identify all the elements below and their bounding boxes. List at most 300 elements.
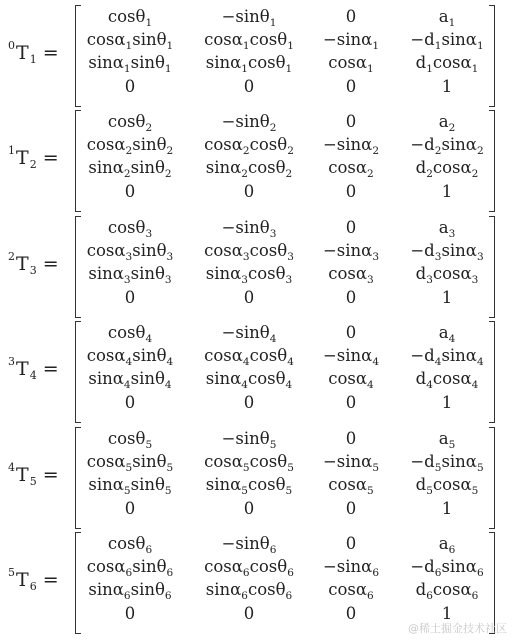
equals-sign: = (42, 464, 59, 486)
cell-subscript: 5 (145, 439, 153, 451)
cell-subscript: 6 (372, 567, 380, 579)
matrix-cell (125, 391, 136, 415)
cell-text: 1 (441, 499, 453, 518)
watermark: @稀土掘金技术社区 (408, 622, 507, 635)
cell-subscript: 1 (166, 40, 174, 52)
cell-subscript: 5 (476, 462, 484, 474)
cell-subscript: 4 (145, 333, 153, 345)
cell-text: sinα (205, 369, 242, 388)
cell-subscript: 2 (166, 145, 174, 157)
frame-superscript: 5 (8, 565, 15, 579)
frame-superscript: 0 (8, 38, 15, 52)
cell-subscript: 5 (471, 485, 479, 497)
frame-superscript: 2 (8, 249, 15, 263)
cell-subscript: 3 (125, 251, 133, 263)
matrix-cell (346, 75, 357, 99)
matrix-cell (416, 262, 479, 288)
cell-subscript: 6 (448, 544, 456, 556)
cell-subscript: 3 (145, 228, 153, 240)
cell-text: sinθ (130, 580, 165, 599)
cell-text: −d (410, 30, 435, 49)
cell-subscript: 2 (434, 145, 442, 157)
cell-text: 0 (243, 182, 255, 201)
transform-symbol: T (16, 464, 29, 486)
cell-text: cosα (204, 135, 243, 154)
cell-subscript: 5 (367, 485, 374, 497)
matrix-cell (88, 262, 171, 288)
cell-subscript: 2 (367, 168, 374, 180)
transform-symbol: T (16, 253, 29, 275)
matrix-cell (125, 602, 136, 626)
cell-subscript: 1 (241, 63, 248, 75)
matrix-cell (442, 75, 453, 99)
matrix-cell (244, 286, 255, 310)
cell-subscript: 6 (269, 544, 277, 556)
cell-text: sinα (441, 346, 477, 365)
cell-text: sinθ (132, 135, 167, 154)
matrix-row (0, 391, 513, 415)
cell-text: 0 (345, 429, 357, 448)
cell-subscript: 1 (448, 17, 456, 29)
cell-subscript: 1 (145, 17, 153, 29)
matrix-cell (416, 578, 479, 604)
cell-subscript: 2 (145, 122, 153, 134)
cell-subscript: 6 (125, 567, 133, 579)
cell-text: d (415, 53, 427, 72)
transform-symbol: T (16, 147, 29, 169)
cell-text: 0 (124, 499, 136, 518)
cell-subscript: 1 (287, 40, 294, 52)
cell-text: cosα (204, 346, 243, 365)
matrix-cell (346, 427, 357, 451)
matrix-row (0, 427, 513, 451)
matrix-cell (206, 262, 292, 288)
matrix-cell (88, 156, 171, 182)
matrix-equation (0, 529, 513, 634)
matrix-cell (88, 578, 171, 604)
matrix-row (0, 5, 513, 29)
cell-subscript: 2 (123, 168, 131, 180)
cell-text: cosα (432, 158, 472, 177)
matrix-cell (346, 110, 357, 134)
cell-text: 0 (345, 218, 357, 237)
cell-text: sinα (441, 135, 477, 154)
cell-subscript: 5 (164, 485, 172, 497)
cell-text: a (438, 218, 449, 237)
cell-subscript: 2 (269, 122, 277, 134)
cell-text: 0 (243, 499, 255, 518)
cell-text: cosα (204, 30, 243, 49)
matrix-cell (346, 5, 357, 29)
matrix-cell (416, 156, 479, 182)
cell-text: cosα (328, 580, 368, 599)
cell-text: sinα (88, 475, 124, 494)
frame-superscript: 4 (8, 460, 15, 474)
matrix-cell (244, 180, 255, 204)
matrix-cell (328, 578, 373, 604)
frame-subscript: 3 (29, 263, 37, 277)
matrix-row (0, 156, 513, 180)
cell-text: cosθ (249, 135, 288, 154)
matrix-cell (206, 473, 292, 499)
cell-text: sinθ (130, 158, 165, 177)
cell-text: sinθ (130, 53, 165, 72)
cell-subscript: 6 (287, 567, 294, 579)
matrix-cell (125, 75, 136, 99)
cell-subscript: 4 (285, 379, 293, 391)
cell-text: sinθ (132, 30, 167, 49)
cell-text: cosα (328, 475, 368, 494)
cell-subscript: 2 (471, 168, 479, 180)
cell-subscript: 4 (471, 379, 479, 391)
matrix-equation (0, 424, 513, 529)
cell-subscript: 3 (476, 251, 484, 263)
cell-text: cosα (432, 53, 472, 72)
cell-text: −d (410, 241, 435, 260)
cell-text: −sinθ (221, 218, 270, 237)
cell-text: −sinα (322, 557, 373, 576)
cell-subscript: 5 (287, 462, 294, 474)
matrix-cell (416, 51, 479, 77)
cell-text: 0 (124, 288, 136, 307)
cell-subscript: 6 (145, 544, 153, 556)
cell-subscript: 5 (372, 462, 380, 474)
cell-text: cosα (86, 346, 126, 365)
cell-subscript: 3 (372, 251, 380, 263)
matrix-row (0, 532, 513, 556)
cell-subscript: 4 (123, 379, 131, 391)
matrix-cell (328, 156, 373, 182)
matrix-row (0, 75, 513, 99)
cell-subscript: 4 (434, 356, 442, 368)
frame-subscript: 1 (29, 52, 37, 66)
cell-text: −sinα (322, 135, 373, 154)
matrix-cell (416, 473, 479, 499)
cell-subscript: 4 (476, 356, 484, 368)
cell-text: cosα (86, 135, 126, 154)
matrix-row (0, 578, 513, 602)
cell-text: −sinα (322, 452, 373, 471)
cell-text: 0 (345, 604, 357, 623)
matrix-row (0, 321, 513, 345)
cell-subscript: 4 (164, 379, 172, 391)
cell-text: cosθ (249, 346, 288, 365)
cell-text: 0 (345, 288, 357, 307)
cell-text: sinα (88, 264, 124, 283)
matrix-row (0, 555, 513, 579)
cell-subscript: 4 (372, 356, 380, 368)
frame-subscript: 4 (29, 368, 37, 382)
cell-subscript: 2 (476, 145, 484, 157)
cell-text: 0 (345, 393, 357, 412)
cell-subscript: 1 (471, 63, 479, 75)
cell-text: 0 (345, 182, 357, 201)
cell-text: 0 (345, 112, 357, 131)
matrix-row (0, 239, 513, 263)
cell-subscript: 4 (241, 379, 248, 391)
cell-text: cosθ (247, 580, 286, 599)
cell-subscript: 1 (372, 40, 380, 52)
cell-subscript: 1 (164, 63, 172, 75)
cell-text: cosα (328, 158, 368, 177)
cell-subscript: 3 (287, 251, 294, 263)
matrix-row (0, 450, 513, 474)
cell-text: −sinθ (221, 7, 270, 26)
cell-subscript: 5 (269, 439, 277, 451)
matrix-cell (244, 75, 255, 99)
cell-text: 1 (441, 604, 453, 623)
cell-text: −d (410, 452, 435, 471)
matrix-cell (88, 367, 171, 393)
matrix-cell (125, 497, 136, 521)
matrix-cell (206, 51, 292, 77)
cell-text: sinα (88, 369, 124, 388)
cell-text: sinθ (132, 241, 167, 260)
frame-superscript: 1 (8, 143, 15, 157)
cell-subscript: 6 (367, 590, 374, 602)
matrix-row (0, 180, 513, 204)
cell-text: cosθ (247, 475, 286, 494)
cell-text: −sinθ (221, 323, 270, 342)
cell-text: −d (410, 557, 435, 576)
cell-text: a (438, 7, 449, 26)
matrix-cell (206, 156, 292, 182)
cell-subscript: 3 (164, 274, 172, 286)
matrix-row (0, 216, 513, 240)
cell-text: −sinθ (221, 534, 270, 553)
cell-subscript: 2 (242, 145, 250, 157)
cell-subscript: 1 (242, 40, 250, 52)
cell-text: sinα (205, 264, 242, 283)
matrix-cell (346, 216, 357, 240)
cell-text: sinθ (132, 557, 167, 576)
frame-superscript: 3 (8, 354, 15, 368)
matrix-row (0, 110, 513, 134)
matrix-row (0, 51, 513, 75)
cell-subscript: 3 (367, 274, 374, 286)
cell-text: sinα (88, 53, 124, 72)
cell-subscript: 5 (166, 462, 174, 474)
equals-sign: = (42, 358, 59, 380)
matrix-cell (244, 391, 255, 415)
cell-text: sinθ (130, 475, 165, 494)
cell-text: 0 (243, 77, 255, 96)
matrix-cell (206, 578, 292, 604)
matrix-cell (328, 51, 373, 77)
cell-text: sinα (88, 158, 124, 177)
cell-text: cosθ (107, 429, 146, 448)
cell-text: 0 (345, 77, 357, 96)
cell-subscript: 3 (123, 274, 131, 286)
cell-subscript: 1 (434, 40, 442, 52)
matrix-row (0, 344, 513, 368)
cell-subscript: 3 (242, 251, 250, 263)
cell-subscript: 6 (285, 590, 293, 602)
cell-text: 0 (345, 534, 357, 553)
cell-text: cosα (328, 369, 368, 388)
cell-subscript: 6 (426, 590, 433, 602)
cell-subscript: 4 (367, 379, 374, 391)
cell-subscript: 6 (166, 567, 174, 579)
cell-text: 0 (345, 499, 357, 518)
cell-subscript: 5 (426, 485, 433, 497)
cell-text: 0 (345, 323, 357, 342)
cell-text: d (415, 158, 427, 177)
cell-text: sinθ (130, 264, 165, 283)
matrix-row (0, 497, 513, 521)
matrix-cell (328, 473, 373, 499)
cell-text: −sinθ (221, 112, 270, 131)
cell-text: 1 (441, 182, 453, 201)
cell-subscript: 3 (448, 228, 456, 240)
cell-text: cosα (86, 557, 126, 576)
cell-subscript: 3 (471, 274, 479, 286)
cell-text: cosθ (107, 7, 146, 26)
cell-text: sinθ (132, 346, 167, 365)
cell-text: d (415, 264, 427, 283)
matrix-cell (442, 497, 453, 521)
cell-text: d (415, 580, 427, 599)
cell-text: −d (410, 346, 435, 365)
cell-subscript: 4 (125, 356, 133, 368)
cell-text: cosα (328, 264, 368, 283)
cell-text: 0 (124, 604, 136, 623)
equals-sign: = (42, 253, 59, 275)
cell-text: cosθ (249, 557, 288, 576)
cell-subscript: 2 (164, 168, 172, 180)
cell-subscript: 3 (269, 228, 277, 240)
cell-text: −sinα (322, 241, 373, 260)
cell-text: sinα (441, 241, 477, 260)
matrix-cell (416, 367, 479, 393)
matrix-cell (346, 532, 357, 556)
transform-symbol: T (16, 42, 29, 64)
cell-text: cosθ (107, 323, 146, 342)
cell-subscript: 5 (242, 462, 250, 474)
cell-subscript: 1 (269, 17, 277, 29)
cell-subscript: 2 (285, 168, 293, 180)
cell-text: cosθ (107, 218, 146, 237)
matrix-cell (346, 180, 357, 204)
matrix-row (0, 28, 513, 52)
cell-subscript: 6 (471, 590, 479, 602)
matrix-cell (442, 391, 453, 415)
cell-text: sinα (88, 580, 124, 599)
cell-subscript: 5 (125, 462, 133, 474)
cell-subscript: 1 (476, 40, 484, 52)
cell-subscript: 6 (123, 590, 131, 602)
frame-subscript: 6 (29, 579, 37, 593)
cell-text: 0 (124, 77, 136, 96)
cell-subscript: 5 (123, 485, 131, 497)
cell-text: cosα (432, 369, 472, 388)
cell-subscript: 6 (241, 590, 248, 602)
matrix-equation (0, 213, 513, 318)
matrix-cell (206, 367, 292, 393)
matrix-row (0, 133, 513, 157)
cell-text: 1 (441, 393, 453, 412)
cell-text: d (415, 369, 427, 388)
cell-subscript: 6 (434, 567, 442, 579)
cell-text: cosα (86, 452, 126, 471)
matrix-cell (244, 497, 255, 521)
matrix-cell (442, 180, 453, 204)
cell-text: −sinα (322, 346, 373, 365)
frame-subscript: 2 (29, 157, 37, 171)
cell-text: cosθ (107, 112, 146, 131)
cell-subscript: 6 (164, 590, 172, 602)
cell-subscript: 5 (448, 439, 456, 451)
matrix-cell (88, 51, 171, 77)
cell-text: sinα (205, 475, 242, 494)
cell-text: sinα (205, 158, 242, 177)
cell-text: sinα (441, 557, 477, 576)
cell-text: d (415, 475, 427, 494)
cell-text: sinα (205, 580, 242, 599)
cell-subscript: 5 (434, 462, 442, 474)
cell-text: sinθ (130, 369, 165, 388)
matrix-cell (125, 180, 136, 204)
transform-symbol: T (16, 569, 29, 591)
matrix-cell (244, 602, 255, 626)
matrix-cell (346, 602, 357, 626)
cell-text: cosα (328, 53, 368, 72)
cell-subscript: 2 (241, 168, 248, 180)
cell-subscript: 5 (285, 485, 293, 497)
matrix-cell (346, 286, 357, 310)
matrix-cell (346, 321, 357, 345)
cell-subscript: 4 (269, 333, 277, 345)
cell-text: 0 (124, 182, 136, 201)
equals-sign: = (42, 42, 59, 64)
cell-text: 1 (441, 77, 453, 96)
cell-text: cosα (86, 30, 126, 49)
matrix-cell (442, 286, 453, 310)
cell-text: cosθ (107, 534, 146, 553)
cell-text: 0 (124, 393, 136, 412)
cell-subscript: 5 (241, 485, 248, 497)
matrix-row (0, 286, 513, 310)
cell-text: a (438, 323, 449, 342)
cell-text: cosα (432, 264, 472, 283)
matrix-row (0, 367, 513, 391)
matrix-cell (328, 367, 373, 393)
cell-text: sinα (441, 30, 477, 49)
cell-text: cosθ (247, 369, 286, 388)
matrix-cell (346, 497, 357, 521)
cell-text: a (438, 534, 449, 553)
matrix-row (0, 262, 513, 286)
cell-text: 0 (243, 393, 255, 412)
cell-subscript: 1 (125, 40, 133, 52)
transform-symbol: T (16, 358, 29, 380)
cell-subscript: 2 (426, 168, 433, 180)
cell-text: cosα (204, 452, 243, 471)
matrix-row (0, 473, 513, 497)
cell-text: cosθ (249, 241, 288, 260)
cell-text: sinα (205, 53, 242, 72)
cell-text: 1 (441, 288, 453, 307)
cell-text: a (438, 429, 449, 448)
cell-text: cosα (86, 241, 126, 260)
cell-text: cosθ (249, 30, 288, 49)
cell-text: 0 (243, 604, 255, 623)
cell-subscript: 3 (285, 274, 293, 286)
cell-subscript: 1 (285, 63, 293, 75)
cell-subscript: 3 (241, 274, 248, 286)
cell-subscript: 3 (166, 251, 174, 263)
matrix-equation (0, 107, 513, 212)
